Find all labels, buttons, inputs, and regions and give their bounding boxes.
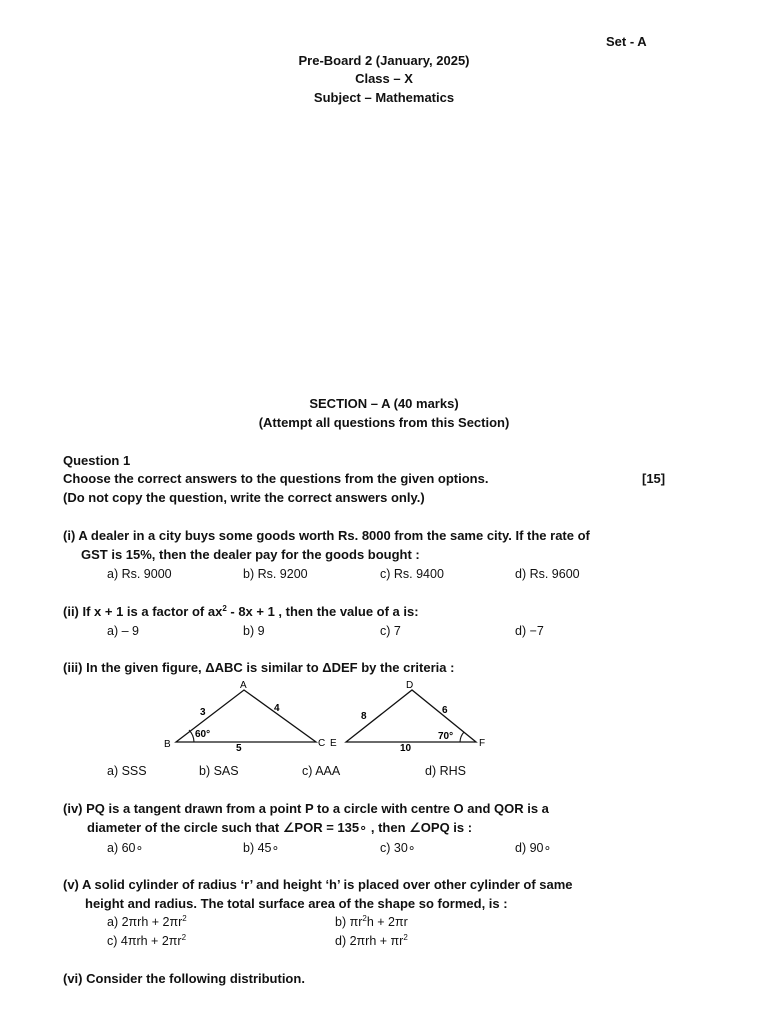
section-title: SECTION – A (40 marks) <box>309 396 459 411</box>
side-ef-label: 10 <box>400 743 412 754</box>
q-i-line2: GST is 15%, then the dealer pay for the goods bought : <box>81 547 420 562</box>
q-iii-option-a: a) SSS <box>107 764 147 778</box>
side-bc-label: 5 <box>236 743 242 754</box>
q-ii-option-a: a) – 9 <box>107 624 139 638</box>
side-de-label: 8 <box>361 711 367 722</box>
q-i-option-c: c) Rs. 9400 <box>380 567 444 581</box>
q-iii-option-c: c) AAA <box>302 764 341 778</box>
q-ii-line1: (ii) If x + 1 is a factor of $ax^2 - 8x + 1$ , then the value of a is: <box>63 604 419 619</box>
q-iii-line1: (iii) In the given figure, ΔABC is similar to ΔDEF by the criteria : <box>63 660 455 675</box>
subject-label: Subject – Mathematics <box>313 90 455 105</box>
angle-f-label: 70° <box>438 731 454 742</box>
q-iv-option-d: d) 90∘ <box>515 841 552 855</box>
class-label: Class – X <box>355 71 413 86</box>
q-vi-line1: (vi) Consider the following distribution. <box>63 971 305 986</box>
q-iv-option-c: c) 30∘ <box>380 841 416 855</box>
vertex-a-label: A <box>240 680 247 691</box>
side-ac-label: 4 <box>274 703 280 714</box>
q-v-option-b: b) $\pi r^2h + 2\pi r$ <box>335 914 408 929</box>
section-instruction: (Attempt all questions from this Section) <box>258 415 510 430</box>
q-v-line1: (v) A solid cylinder of radius ‘r’ and height ‘h’ is placed over other cylinder of same <box>63 877 573 892</box>
question-note: (Do not copy the question, write the correct answers only.) <box>63 490 425 505</box>
angle-f-arc <box>460 732 464 742</box>
q-v-option-a: a) $2\pi rh + 2\pi r^2$ <box>107 914 187 929</box>
vertex-e-label: E <box>330 738 337 749</box>
q-ii-option-d: d) −7 <box>515 624 544 638</box>
question-marks: [15] <box>642 471 666 486</box>
q-ii-option-c: c) 7 <box>380 624 401 638</box>
vertex-d-label: D <box>406 680 414 691</box>
q-i-option-b: b) Rs. 9200 <box>243 567 308 581</box>
vertex-f-label: F <box>479 738 486 749</box>
q-ii-option-b: b) 9 <box>243 624 265 638</box>
side-ab-label: 3 <box>200 707 206 718</box>
exam-title: Pre-Board 2 (January, 2025) <box>298 53 470 68</box>
q-iii-option-d: d) RHS <box>425 764 466 778</box>
question-title: Question 1 <box>63 453 131 468</box>
q-v-option-d: d) $2\pi rh + \pi r^2$ <box>335 933 408 948</box>
q-v-line2: height and radius. The total surface area of the shape so formed, is : <box>85 896 508 911</box>
q-i-option-a: a) Rs. 9000 <box>107 567 172 581</box>
q-i-option-d: d) Rs. 9600 <box>515 567 580 581</box>
similar-triangles-figure <box>150 676 500 756</box>
q-i-line1: (i) A dealer in a city buys some goods worth Rs. 8000 from the same city. If the rate of <box>63 528 590 543</box>
q-iv-option-b: b) 45∘ <box>243 841 280 855</box>
question-instruction: Choose the correct answers to the questions from the given options. <box>63 471 489 486</box>
q-iii-option-b: b) SAS <box>199 764 239 778</box>
q-iv-line1: (iv) PQ is a tangent drawn from a point P to a circle with centre O and QOR is a <box>63 801 549 816</box>
side-df-label: 6 <box>442 705 448 716</box>
q-iv-line2: diameter of the circle such that ∠POR = 135∘ , then ∠OPQ is : <box>87 820 473 835</box>
q-v-option-c: c) $4\pi rh + 2\pi r^2$ <box>107 933 187 948</box>
q-iv-option-a: a) 60∘ <box>107 841 144 855</box>
vertex-c-label: C <box>318 738 326 749</box>
vertex-b-label: B <box>164 739 171 750</box>
angle-b-label: 60° <box>195 729 211 740</box>
set-label: Set - A <box>606 34 647 49</box>
